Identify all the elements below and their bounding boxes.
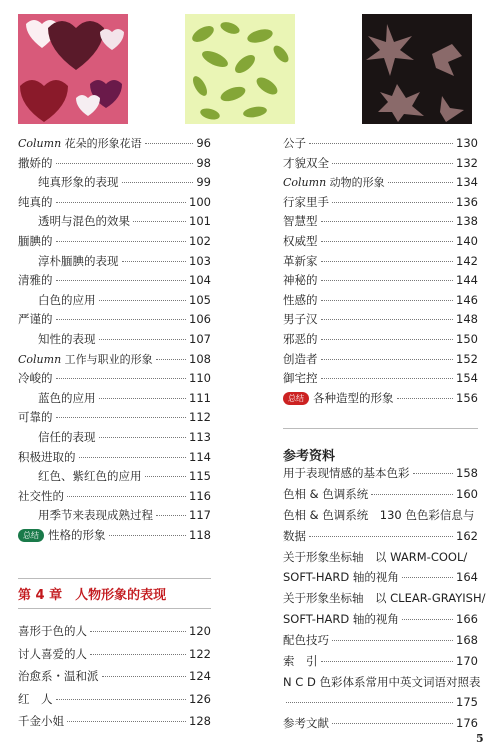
- toc-entry-text: 透明与混色的效果: [38, 214, 130, 229]
- toc-entry-page: 118: [189, 528, 211, 542]
- toc-entry-text: 红 人: [18, 691, 53, 706]
- toc-entry: [38, 211, 211, 231]
- toc-entry: [18, 689, 211, 709]
- toc-entry-text: 撒娇的: [18, 155, 53, 170]
- toc-entry-page: 115: [189, 469, 211, 484]
- dot-leader: [145, 476, 187, 477]
- toc-entry-label: [18, 621, 87, 641]
- toc-entry-page: 160: [456, 487, 478, 501]
- toc-entry: [283, 309, 478, 329]
- toc-entry-page: 170: [456, 653, 478, 668]
- toc-entry: [283, 368, 478, 388]
- dot-leader: [90, 654, 186, 655]
- toc-entry-page: 168: [456, 632, 478, 647]
- toc-entry-page: 175: [456, 695, 478, 709]
- toc-entry: [38, 172, 211, 192]
- toc-entry-label: [18, 231, 53, 251]
- toc-entry-label: [38, 251, 119, 271]
- toc-entry-label: [283, 609, 399, 629]
- toc-entry-text: SOFT-HARD 轴的视角: [283, 570, 399, 584]
- toc-entry-text: 权威型: [283, 234, 318, 248]
- dot-leader: [309, 143, 453, 144]
- toc-entry-page: 150: [456, 332, 478, 346]
- toc-entry: [283, 609, 478, 629]
- toc-entry: [18, 407, 211, 427]
- toc-entry: [283, 172, 478, 192]
- toc-entry-label: [283, 192, 329, 212]
- dot-leader: [321, 319, 454, 320]
- toc-entry-page: 142: [456, 253, 478, 268]
- toc-entry-text: 严谨的: [18, 312, 53, 327]
- toc-entry: [283, 153, 478, 173]
- dot-leader: [99, 339, 187, 340]
- toc-entry: [283, 290, 478, 310]
- toc-entry: [18, 349, 211, 369]
- toc-entry-page: 158: [456, 466, 478, 480]
- toc-entry-page: 132: [456, 155, 478, 170]
- dot-leader: [321, 221, 454, 222]
- dot-leader: [56, 280, 187, 281]
- toc-entry-text: 淳朴腼腆的表现: [38, 253, 119, 268]
- toc-entry-page: 154: [456, 371, 478, 386]
- toc-entry-text: 智慧型: [283, 214, 318, 229]
- toc-entry-label: [38, 211, 130, 231]
- dot-leader: [79, 457, 187, 458]
- toc-entry: [283, 270, 478, 290]
- toc-entry-label: [18, 525, 106, 545]
- toc-entry-text: 冷峻的: [18, 371, 53, 386]
- toc-entry-page: 124: [189, 669, 211, 683]
- dot-leader: [156, 359, 186, 360]
- divider: [283, 428, 478, 429]
- toc-entry-page: 111: [189, 390, 211, 405]
- toc-entry-text: 邪恶的: [283, 332, 318, 346]
- toc-entry-label: [283, 349, 318, 369]
- toc-entry: [283, 231, 478, 251]
- dot-leader: [156, 515, 186, 516]
- dot-leader: [332, 723, 453, 724]
- toc-entry: [283, 713, 478, 733]
- toc-entry-page: 117: [189, 508, 211, 523]
- toc-entry: [18, 711, 211, 731]
- toc-entry-page: 116: [189, 488, 211, 503]
- toc-entry-text: 神秘的: [283, 273, 318, 288]
- dot-leader: [321, 300, 454, 301]
- toc-entry-text: 可靠的: [18, 410, 53, 425]
- toc-entry-page: 146: [456, 292, 478, 307]
- dot-leader: [321, 339, 454, 340]
- toc-entry-label: [38, 505, 153, 525]
- toc-entry-page: 104: [189, 273, 211, 288]
- toc-entry-page: 101: [189, 214, 211, 229]
- dot-leader: [99, 437, 187, 438]
- toc-entry-text: 公子: [283, 136, 306, 150]
- toc-entry-line: 关于形象坐标轴 以 WARM-COOL/: [283, 549, 468, 564]
- toc-entry: [283, 251, 478, 271]
- toc-entry: [18, 621, 211, 641]
- toc-entry-label: [283, 309, 318, 329]
- dot-leader: [56, 202, 187, 203]
- toc-entry-label: [283, 231, 318, 251]
- toc-entry-text: 社交性的: [18, 488, 64, 503]
- toc-entry-page: 128: [189, 714, 211, 728]
- toc-entry: [18, 133, 211, 153]
- toc-entry: [283, 349, 478, 369]
- toc-entry-label: [18, 309, 53, 329]
- toc-entry-label: [283, 484, 368, 504]
- toc-entry-label: [283, 153, 329, 173]
- toc-entry-page: 162: [456, 528, 478, 543]
- toc-entry-page: 105: [189, 292, 211, 307]
- dot-leader: [102, 676, 187, 677]
- toc-entry: [38, 466, 211, 486]
- dot-leader: [413, 473, 454, 474]
- divider: [18, 608, 211, 609]
- dot-leader: [99, 398, 187, 399]
- toc-entry-line: 关于形象坐标轴 以 CLEAR-GRAYISH/: [283, 591, 486, 605]
- toc-entry-text: 索 引: [283, 653, 318, 668]
- toc-entry-text: 花朵的形象花语: [61, 137, 142, 150]
- dot-leader: [133, 221, 186, 222]
- toc-entry-line: 色相 & 色调系统 130 色色彩信息与: [283, 508, 475, 522]
- toc-entry: [38, 251, 211, 271]
- toc-entry-label: [38, 466, 142, 486]
- dot-leader: [332, 640, 453, 641]
- toc-entry: [18, 270, 211, 290]
- toc-entry-text: 治愈系・温和派: [18, 669, 99, 683]
- toc-entry: [38, 505, 211, 525]
- dot-leader: [109, 535, 187, 536]
- toc-entry: [283, 484, 478, 504]
- toc-entry-page: 120: [189, 624, 211, 638]
- toc-entry: [38, 388, 211, 408]
- toc-entry-label: [18, 368, 53, 388]
- toc-entry-label: [18, 134, 142, 154]
- toc-entry: [38, 290, 211, 310]
- dot-leader: [286, 702, 453, 703]
- toc-entry-label: [18, 711, 64, 731]
- toc-entry-page: 112: [189, 410, 211, 425]
- dot-leader: [56, 417, 187, 418]
- toc-entry-label: [283, 630, 329, 650]
- toc-entry-label: [38, 427, 96, 447]
- summary-badge: 总结: [18, 529, 44, 542]
- toc-entry-page: 136: [456, 194, 478, 209]
- dot-leader: [402, 619, 453, 620]
- toc-entry-text: 用于表现情感的基本色彩: [283, 466, 410, 480]
- toc-entry: [283, 192, 478, 212]
- toc-entry-text: 性格的形象: [48, 528, 106, 542]
- dot-leader: [99, 300, 187, 301]
- dot-leader: [56, 699, 187, 700]
- chapter-title: 第 4 章 人物形象的表现: [18, 588, 167, 603]
- toc-entry-line: N C D 色彩体系常用中英文词语对照表: [283, 674, 481, 689]
- dot-leader: [321, 661, 454, 662]
- column-label: Column: [18, 137, 62, 150]
- toc-entry-text: 工作与职业的形象: [61, 352, 153, 366]
- dot-leader: [321, 280, 454, 281]
- dot-leader: [56, 163, 194, 164]
- toc-entry: [283, 630, 478, 650]
- summary-badge: 总结: [283, 392, 309, 405]
- toc-entry: [283, 567, 478, 587]
- toc-entry-page: 140: [456, 234, 478, 248]
- toc-entry-text: 配色技巧: [283, 632, 329, 647]
- toc-entry-text: 蓝色的应用: [38, 390, 96, 405]
- toc-entry-page: 176: [456, 716, 478, 730]
- toc-entry: [38, 329, 211, 349]
- toc-entry-page: 113: [189, 430, 211, 444]
- toc-entry: [283, 388, 478, 408]
- toc-entry-text: 纯真的: [18, 194, 53, 209]
- toc-entry-label: [283, 270, 318, 290]
- toc-entry-page: 96: [196, 136, 211, 150]
- hearts-image: [18, 14, 128, 124]
- toc-entry-label: [283, 567, 399, 587]
- dot-leader: [90, 631, 186, 632]
- dot-leader: [388, 182, 453, 183]
- dot-leader: [332, 202, 453, 203]
- toc-entry-label: [283, 133, 306, 153]
- dot-leader: [56, 378, 187, 379]
- toc-entry: [18, 231, 211, 251]
- toc-entry-label: [283, 173, 385, 193]
- dot-leader: [332, 163, 453, 164]
- column-label: Column: [283, 176, 327, 190]
- toc-entry-page: 103: [189, 253, 211, 268]
- toc-entry-text: 信任的表现: [38, 430, 96, 444]
- toc-entry-label: [38, 329, 96, 349]
- dot-leader: [321, 261, 454, 262]
- toc-entry-page: 122: [189, 646, 211, 661]
- toc-entry-page: 164: [456, 570, 478, 584]
- toc-entry-label: [38, 388, 96, 408]
- toc-entry-page: 148: [456, 312, 478, 327]
- toc-entry: [283, 329, 478, 349]
- toc-entry: [18, 192, 211, 212]
- toc-entry-page: 108: [189, 351, 211, 366]
- toc-entry-label: [283, 463, 410, 483]
- toc-entry-text: 纯真形象的表现: [38, 175, 119, 190]
- toc-entry-text: 革新家: [283, 253, 318, 268]
- toc-entry: [18, 368, 211, 388]
- toc-entry-page: 156: [456, 390, 478, 405]
- toc-entry: [18, 666, 211, 686]
- toc-entry-page: 100: [189, 194, 211, 209]
- dot-leader: [321, 359, 454, 360]
- toc-entry: [283, 133, 478, 153]
- toc-entry-label: [283, 526, 306, 546]
- toc-entry-text: 才貌双全: [283, 155, 329, 170]
- toc-entry-label: [283, 368, 318, 388]
- toc-entry-text: 男子汉: [283, 312, 318, 327]
- column-label: Column: [18, 352, 62, 366]
- dot-leader: [56, 319, 187, 320]
- dot-leader: [56, 241, 187, 242]
- toc-entry-label: [283, 388, 394, 408]
- toc-entry-label: [18, 689, 53, 709]
- toc-entry: [283, 692, 478, 712]
- toc-entry-label: [38, 290, 96, 310]
- maple-leaves-image: [362, 14, 472, 124]
- dot-leader: [309, 536, 453, 537]
- toc-entry-text: 知性的表现: [38, 332, 96, 346]
- dot-leader: [122, 182, 194, 183]
- dot-leader: [67, 496, 186, 497]
- toc-entry: [18, 309, 211, 329]
- toc-entry-label: [18, 447, 76, 467]
- toc-entry-label: [283, 211, 318, 231]
- page-number: 5: [476, 732, 484, 745]
- dot-leader: [397, 398, 454, 399]
- dot-leader: [67, 721, 186, 722]
- toc-entry: [283, 211, 478, 231]
- toc-entry-text: 喜形于色的人: [18, 624, 87, 638]
- toc-entry-page: 106: [189, 312, 211, 327]
- toc-entry-label: [18, 153, 53, 173]
- toc-entry-text: 各种造型的形象: [313, 390, 394, 405]
- toc-entry-label: [18, 666, 99, 686]
- toc-entry-page: 107: [189, 332, 211, 346]
- toc-entry-label: [283, 713, 329, 733]
- toc-entry-text: SOFT-HARD 轴的视角: [283, 611, 399, 626]
- toc-entry-text: 清雅的: [18, 273, 53, 288]
- toc-entry-label: [18, 270, 53, 290]
- toc-entry-text: 性感的: [283, 292, 318, 307]
- toc-entry-text: 积极进取的: [18, 449, 76, 464]
- toc-entry-label: [18, 192, 53, 212]
- toc-entry: [283, 651, 478, 671]
- toc-entry-label: [18, 644, 87, 664]
- toc-entry-page: 138: [456, 214, 478, 229]
- toc-entry-text: 色相 & 色调系统: [283, 487, 369, 501]
- toc-entry-text: 行家里手: [283, 194, 329, 209]
- toc-entry-label: [283, 251, 318, 271]
- dot-leader: [321, 378, 454, 379]
- toc-entry-text: 动物的形象: [326, 176, 385, 190]
- toc-entry: [18, 644, 211, 664]
- toc-entry-page: 99: [196, 175, 211, 190]
- toc-entry-page: 98: [196, 155, 211, 170]
- toc-entry-text: 数据: [283, 528, 306, 543]
- toc-entry-page: 144: [456, 273, 478, 288]
- toc-entry-page: 126: [189, 691, 211, 706]
- toc-entry: [18, 486, 211, 506]
- reference-title: 参考资料: [283, 449, 336, 464]
- leaves-image: [185, 14, 295, 124]
- toc-entry-page: 152: [456, 351, 478, 366]
- toc-entry-text: 讨人喜爱的人: [18, 646, 87, 661]
- toc-entry-label: [18, 407, 53, 427]
- toc-entry-text: 白色的应用: [38, 292, 96, 307]
- toc-entry-text: 御宅控: [283, 371, 318, 386]
- toc-entry-text: 用季节来表现成熟过程: [38, 508, 153, 523]
- toc-entry: [38, 427, 211, 447]
- toc-entry-page: 130: [456, 136, 478, 150]
- toc-entry-label: [38, 172, 119, 192]
- toc-entry: [18, 525, 211, 545]
- toc-entry: [18, 447, 211, 467]
- toc-entry: [283, 526, 478, 546]
- dot-leader: [402, 577, 453, 578]
- toc-entry: [18, 153, 211, 173]
- toc-entry: [283, 463, 478, 483]
- toc-entry-text: 红色、紫红色的应用: [38, 469, 142, 484]
- toc-entry-text: 千金小姐: [18, 714, 64, 728]
- toc-entry-label: [283, 329, 318, 349]
- toc-entry-label: [283, 651, 318, 671]
- toc-entry-label: [283, 290, 318, 310]
- toc-entry-text: 参考文献: [283, 716, 329, 730]
- toc-entry-page: 166: [456, 611, 478, 626]
- toc-entry-page: 102: [189, 234, 211, 248]
- dot-leader: [122, 261, 187, 262]
- divider: [18, 578, 211, 579]
- toc-entry-label: [18, 486, 64, 506]
- dot-leader: [321, 241, 454, 242]
- dot-leader: [145, 143, 194, 144]
- toc-entry-text: 腼腆的: [18, 234, 53, 248]
- toc-entry-text: 创造者: [283, 351, 318, 366]
- toc-entry-label: [18, 350, 153, 370]
- dot-leader: [371, 494, 453, 495]
- toc-entry-page: 110: [189, 371, 211, 386]
- toc-entry-page: 134: [456, 175, 478, 190]
- toc-entry-page: 114: [189, 449, 211, 464]
